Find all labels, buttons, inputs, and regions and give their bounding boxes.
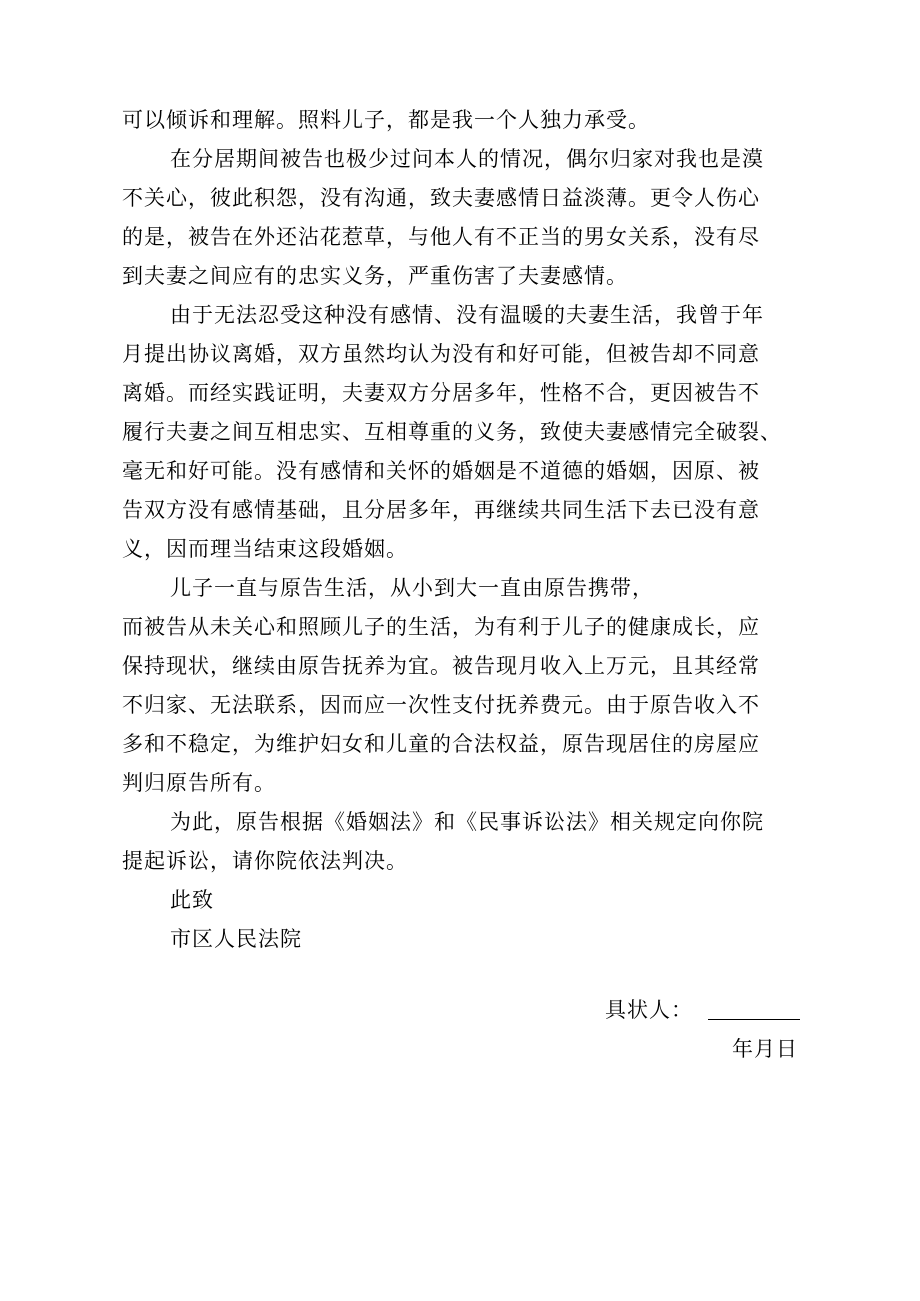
text-line-8: 离婚。而经实践证明，夫妻双方分居多年，性格不合，更因被告不 [122,381,760,405]
text-line-15: 保持现状，继续由原告抚养为宜。被告现月收入上万元，且其经常 [122,654,760,678]
text-line-18: 判归原告所有。 [122,771,276,795]
text-line-20: 提起诉讼，请你院依法判决。 [122,849,408,873]
signature-label: 具状人： [605,998,693,1022]
date-label: 年月日 [732,1037,798,1061]
text-line-13: 儿子一直与原告生活，从小到大一直由原告携带， [170,576,654,600]
text-line-6: 由于无法忍受这种没有感情、没有温暖的夫妻生活，我曾于年 [170,303,764,327]
text-line-7: 月提出协议离婚，双方虽然均认为没有和好可能，但被告却不同意 [122,342,760,366]
court-addressee: 市区人民法院 [170,927,302,951]
signature-blank-line [708,1019,800,1020]
text-line-11: 告双方没有感情基础，且分居多年，再继续共同生活下去已没有意 [122,498,760,522]
text-line-19: 为此，原告根据《婚姻法》和《民事诉讼法》相关规定向你院 [170,810,764,834]
text-line-2: 在分居期间被告也极少过问本人的情况，偶尔归家对我也是漠 [170,147,764,171]
text-line-12: 义，因而理当结束这段婚姻。 [122,537,408,561]
text-line-3: 不关心，彼此积怨，没有沟通，致夫妻感情日益淡薄。更令人伤心 [122,186,760,210]
closing-salutation: 此致 [170,888,214,912]
text-line-16: 不归家、无法联系，因而应一次性支付抚养费元。由于原告收入不 [122,693,760,717]
text-line-1: 可以倾诉和理解。照料儿子，都是我一个人独力承受。 [122,108,650,132]
text-line-10: 毫无和好可能。没有感情和关怀的婚姻是不道德的婚姻，因原、被 [122,459,760,483]
text-line-17: 多和不稳定，为维护妇女和儿童的合法权益，原告现居住的房屋应 [122,732,760,756]
text-line-5: 到夫妻之间应有的忠实义务，严重伤害了夫妻感情。 [122,264,628,288]
text-line-9: 履行夫妻之间互相忠实、互相尊重的义务，致使夫妻感情完全破裂、 [122,420,782,444]
text-line-14: 而被告从未关心和照顾儿子的生活，为有利于儿子的健康成长，应 [122,615,760,639]
text-line-4: 的是，被告在外还沾花惹草，与他人有不正当的男女关系，没有尽 [122,225,760,249]
